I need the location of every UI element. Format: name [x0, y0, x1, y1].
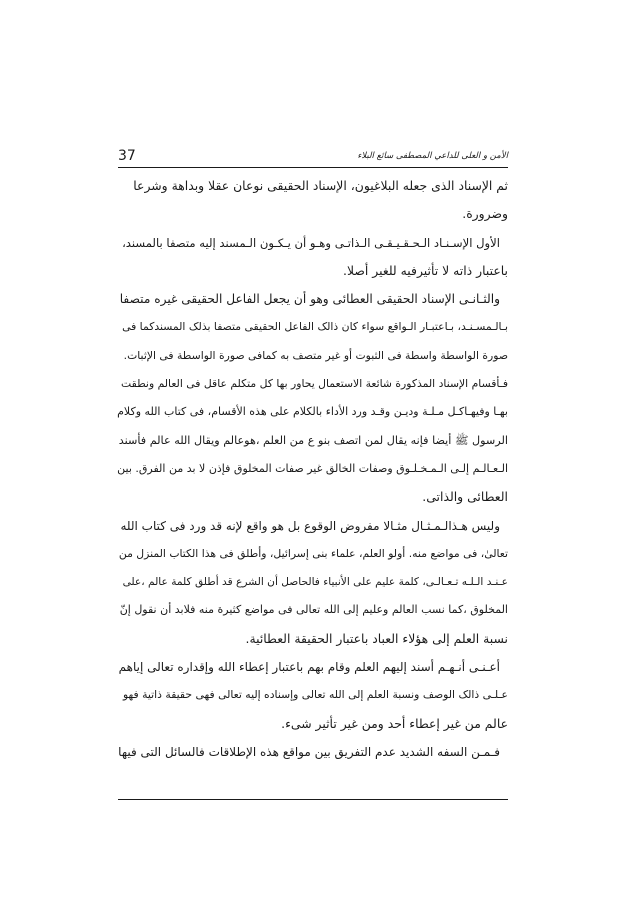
text-line: أعـنـی أنـهـم أسند إلیهم العلم وقام بهم باعتبار إعطاء الله وإقداره تعالی إیاهم [118, 660, 500, 675]
text-line: عالم من غیر إعطاء أحد ومن غیر تأثیر شیء. [281, 715, 508, 731]
text-line: العطائی والذاتی. [422, 489, 508, 505]
text-line: بـالـمسـنـد، بـاعتبـار الـواقع سواء کان ذالک الفاعل الحقیقی متصفا بذلک المسندکما فی [122, 320, 508, 334]
text-line: ولیس هـذالـمـثـال مثـالا مفروض الوقوع بل هو واقع لإنه قد ورد فی کتاب الله [120, 518, 500, 533]
header-rule [118, 167, 508, 168]
body-text [118, 172, 508, 766]
running-title: الأمن و العلی للداعي المصطفی سائع البلاء [357, 151, 508, 161]
text-line: عـلـی ذالک الوصف ونسبة العلم إلی الله تعالی وإسناده إلیه تعالی فهی حقیقة ذاتیة فهو [122, 688, 508, 702]
text-line: باعتبار ذاته لا تأثیرفیه للغیر أصلا. [343, 262, 508, 278]
text-line: الرسول ﷺ أیضا فإنه یقال لمن اتصف بنو ع من العلم ،هوعالم ویقال الله عالم فأسند [118, 433, 508, 447]
text-line: المخلوق ،کما نسب العالم وعلیم إلی الله تعالی فی مواضع کثیرة منه فلابد أن نقول إنّ [119, 603, 508, 617]
text-line: وضرورة. [462, 206, 508, 222]
text-line: الـعـالـم إلـی الـمـخـلـوق وصفات الخالق غیر صفات المخلوق فإذن لا بد من الفرق. بین [117, 461, 508, 475]
text-line: تعالیٰ، فی مواضع منه. أولو العلم، علماء بنی إسرائیل، وأطلق فی هذا الکتاب المنزل من [118, 546, 508, 560]
text-line: فـأقسام الإسناد المذکورة شائعة الاستعمال یحاور بها کل متکلم عاقل فی العالم ونطقت [121, 377, 508, 391]
text-line: نسبة العلم إلی هؤلاء العباد باعتبار الحقیقة العطائیة. [245, 630, 508, 646]
text-line: بهـا وفیهـاکـل مـلـة ودیـن وقـد ورد الأداء بالکلام علی هذه الأقسام، فی کتاب الله وکلام [117, 405, 508, 419]
text-line: عـنـد الـلـه تـعـالـی، کلمة علیم علی الأنبیاء فالحاصل أن الشرع قد أطلق کلمة عالم ،علی [122, 576, 508, 589]
page-number: 37 [118, 148, 136, 164]
text-line: الأول الإسـنـاد الـحـقـیـقـی الـذاتـی وهـو أن یـکـون الـمسند إلیه متصفا بالمسند، [122, 235, 500, 250]
text-line: والثـانـی الإسناد الحقیقی العطائی وهو أن یجعل الفاعل الحقیقی غیره متصفا [119, 292, 500, 307]
text-line: فـمـن السفه الشدید عدم التفریق بین مواقع هذه الإطلاقات فالسائل التی فیها [118, 744, 500, 759]
page-header [118, 147, 508, 169]
text-line: صورة الواسطة واسطة فی الثبوت أو غیر متصف به کمافی صورة الواسطة فی الإثبات. [123, 348, 508, 362]
text-line: ثم الإسناد الذی جعله البلاغیون، الإسناد الحقیقی نوعان عقلا وبداهة وشرعا [133, 178, 508, 193]
footer-rule [118, 799, 508, 800]
